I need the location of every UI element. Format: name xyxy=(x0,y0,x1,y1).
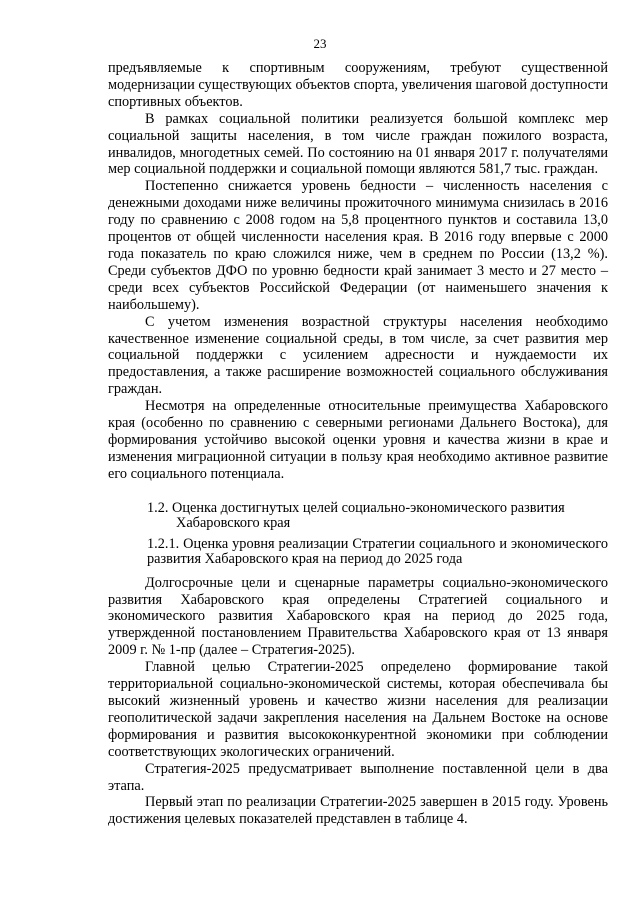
paragraph-social-protection: В рамках социальной политики реализуется большой комплекс мер социальной защиты населения, в том числе граждан пожилого возраста, инвалидов, многодетных семей. По состоянию на 01 января 2017 г. получателями мер социальной поддержки и социальной помощи являются 581,7 тыс. граждан. xyxy=(108,110,608,178)
section-heading-1-2-line1: 1.2. Оценка достигнутых целей социально-экономического развития xyxy=(147,499,565,516)
paragraph-sports-facilities: предъявляемые к спортивным сооружениям, требуют существенной модернизации существующих объектов спорта, увеличения шаговой доступности спортивных объектов. xyxy=(108,60,608,110)
paragraph-strategy-2025: Долгосрочные цели и сценарные параметры социально-экономического развития Хабаровского края определены Стратегией социального и экономического развития Хабаровского края на период до 2025 года, утвержденной постановлением Правительства Хабаровского края от 13 января 2009 г. № 1-пр (далее – Стратегия-2025). xyxy=(108,574,608,659)
section-heading-1-2-1 xyxy=(108,537,608,568)
section-heading-1-2-1-text: 1.2.1. Оценка уровня реализации Стратегии социального и экономического развития Хабаровского края на период до 2025 года xyxy=(147,535,608,568)
paragraph-poverty-level: Постепенно снижается уровень бедности – численность населения с денежными доходами ниже величины прожиточного минимума снизилась в 2016 году по сравнению с 2008 годом на 5,8 процентного пунктов и составила 13,0 процентов от общей численности населения края. В 2016 году впервые с 2000 года показатель по краю сложился ниже, чем в среднем по России (13,2 %). Среди субъектов ДФО по уровню бедности край занимает 3 место и 27 место – среди всех субъектов Российской Федерации (от наименьшего значения к наибольшему). xyxy=(108,178,608,313)
page-number: 23 xyxy=(313,36,327,51)
section-heading-1-2-line2: Хабаровского края xyxy=(176,515,291,532)
paragraph-social-potential: Несмотря на определенные относительные преимущества Хабаровского края (особенно по сравнению с северными регионами Дальнего Востока), для формирования устойчиво высокой оценки уровня и качества жизни в крае и изменения миграционной ситуации в пользу края необходимо активное развитие его социального потенциала. xyxy=(108,398,608,482)
page-body xyxy=(108,60,608,828)
paragraph-age-structure: С учетом изменения возрастной структуры населения необходимо качественное изменение социальной среды, в том числе, за счет развития мер социальной поддержки с усилением адресности и нуждаемости их предоставления, а также расширение возможностей социального обслуживания граждан. xyxy=(108,313,608,398)
paragraph-main-goal: Главной целью Стратегии-2025 определено формирование такой территориальной социально-экономической системы, которая обеспечивала бы высокий жизненный уровень и качество жизни населения для реализации геополитической задачи закрепления населения на Дальнем Востоке на основе формирования и развития высококонкурентной экономики при соблюдении соответствующих экологических ограничений. xyxy=(108,659,608,760)
paragraph-first-stage: Первый этап по реализации Стратегии-2025 завершен в 2015 году. Уровень достижения целевых показателей представлен в таблице 4. xyxy=(108,794,608,828)
section-heading-1-2 xyxy=(108,501,608,532)
paragraph-two-stages: Стратегия-2025 предусматривает выполнение поставленной цели в два этапа. xyxy=(108,760,608,794)
